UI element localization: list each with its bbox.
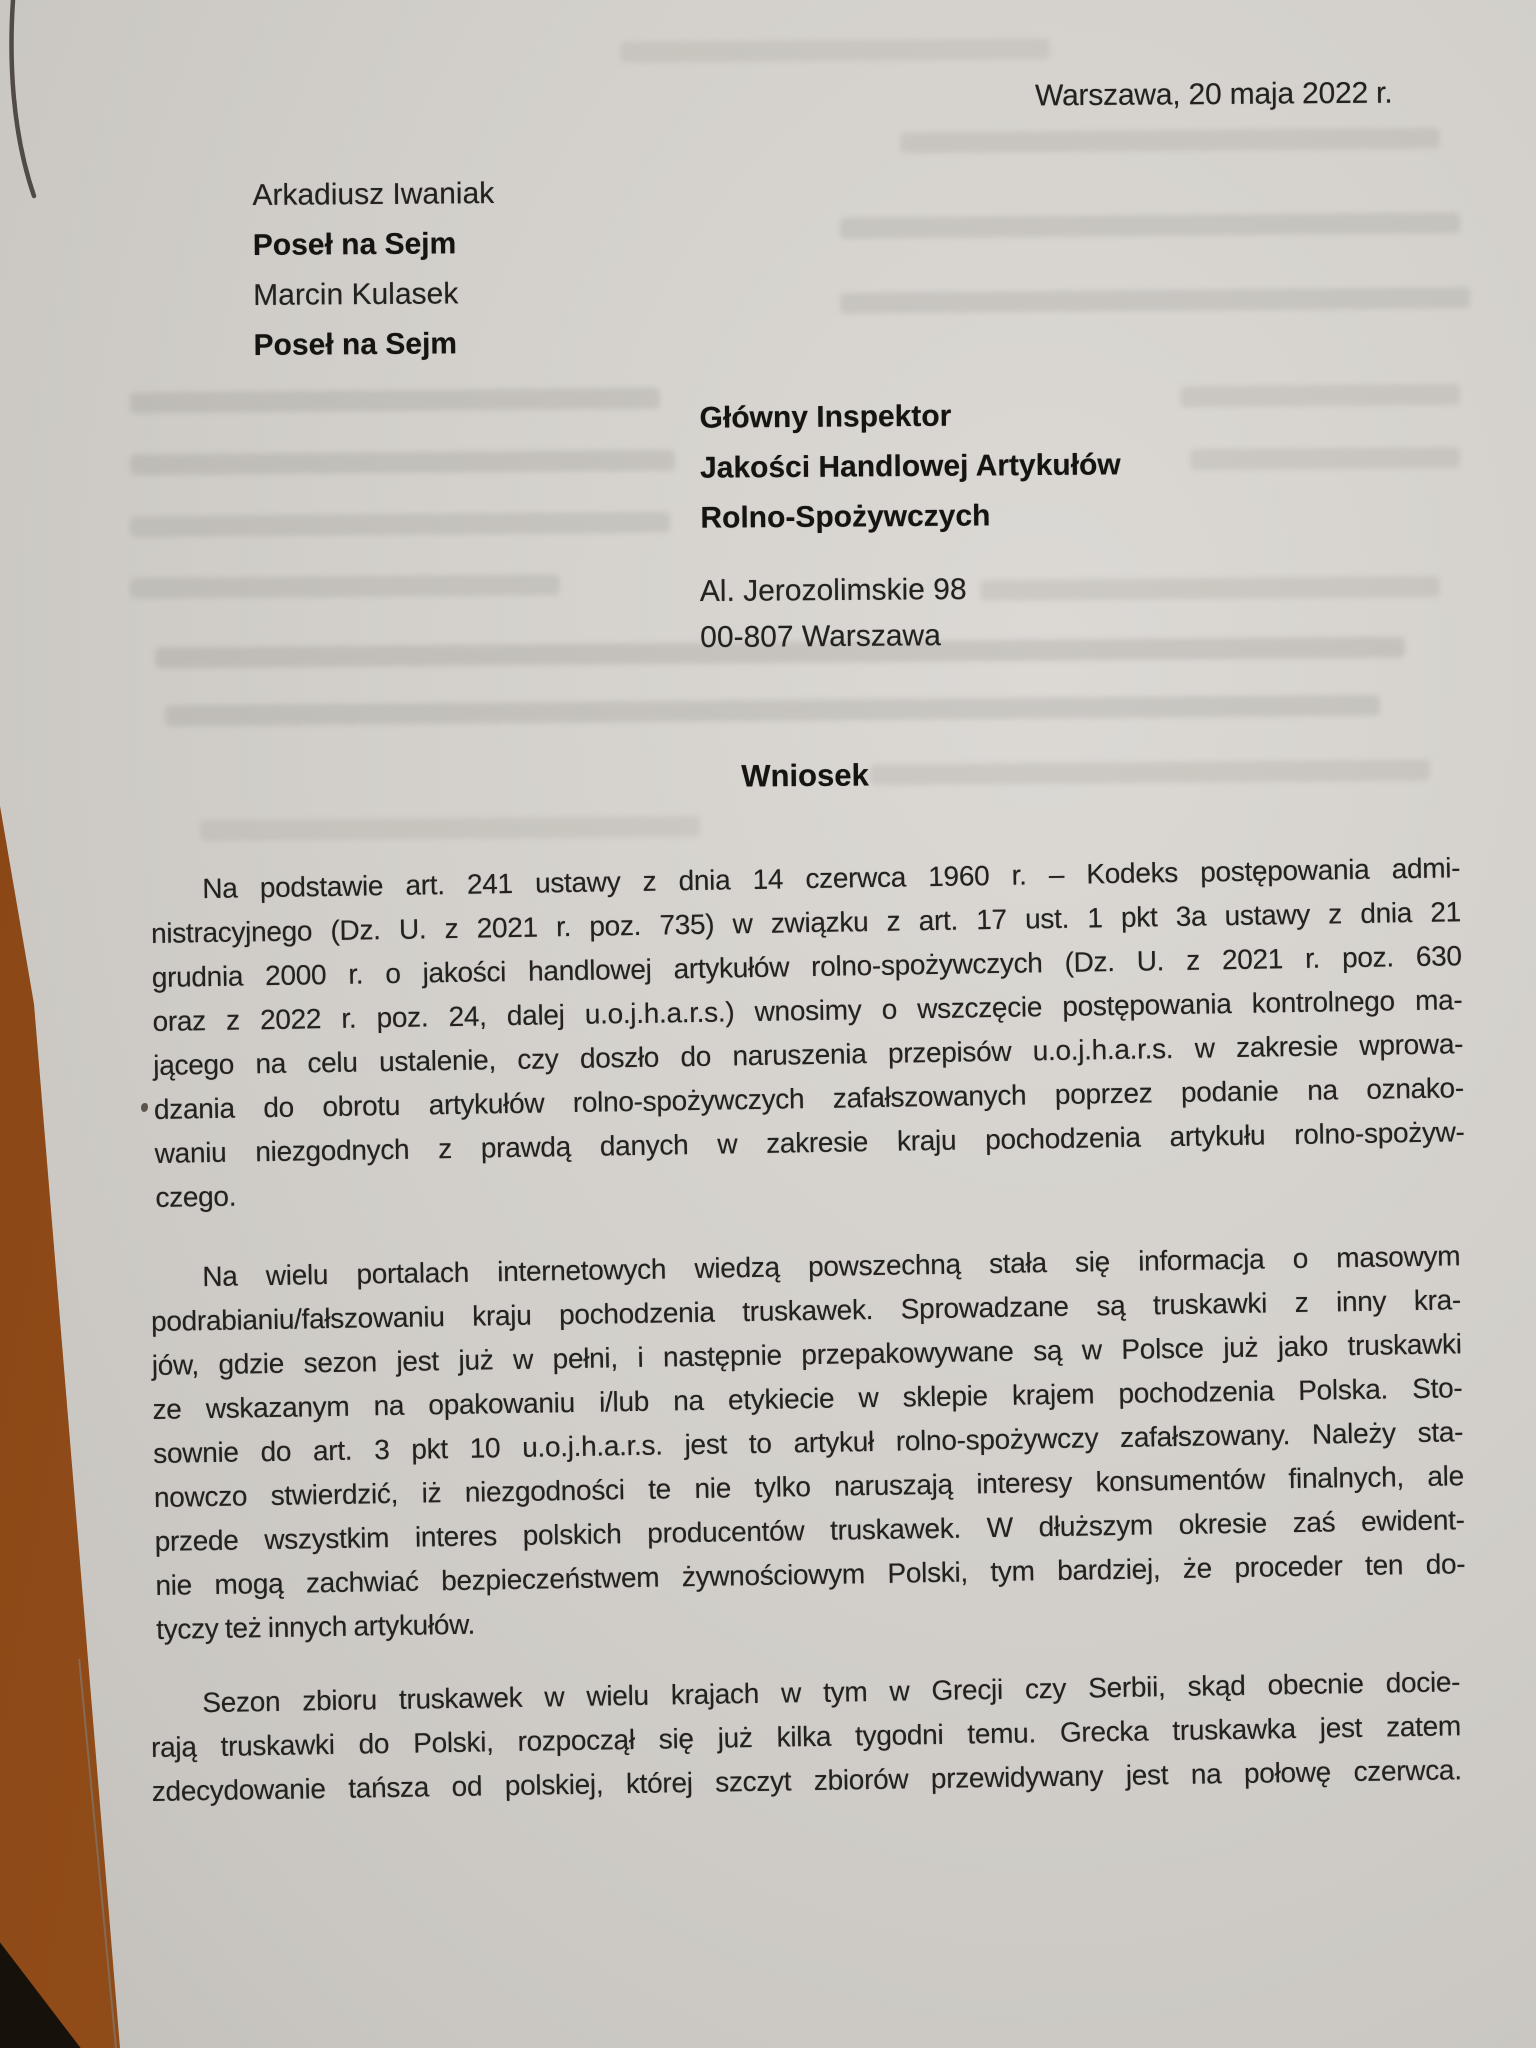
body-line: czego. (155, 1180, 237, 1213)
body-line: nie mogą zachwiać bezpieczeństwem żywnościowym Polski, tym bardziej, że proceder ten do- (155, 1548, 1466, 1601)
body-line: jów, gdzie sezon jest już w pełni, i następnie przepakowywane są w Polsce już jako truskawki (151, 1328, 1462, 1381)
recipient-line: Rolno-Spożywczych (700, 499, 991, 535)
body-line: przede wszystkim interes polskich producentów truskawek. W dłuższym okresie zaś ewident- (154, 1504, 1465, 1557)
paragraph-3 (150, 1660, 1462, 1814)
body-line: sownie do art. 3 pkt 10 u.o.j.h.a.r.s. jest to artykuł rolno-spożywczy zafałszowany. Należy sta- (153, 1416, 1464, 1469)
body-line: podrabianiu/fałszowaniu kraju pochodzenia truskawek. Sprowadzane są truskawki z inny kra- (150, 1284, 1462, 1337)
body-line: Na podstawie art. 241 ustawy z dnia 14 czerwca 1960 r. – Kodeks postępowania admi- (202, 852, 1461, 905)
letter-title: Wniosek (741, 757, 869, 794)
body-line: zdecydowanie tańsza od polskiej, której szczyt zbiorów przewidywany jest na połowę czerwca. (151, 1754, 1462, 1807)
body-line: ze wskazanym na opakowaniu i/lub na etykiecie w sklepie krajem pochodzenia Polska. Sto- (152, 1372, 1463, 1425)
recipient-address (700, 567, 967, 661)
body-line: nowczo stwierdzić, iż niezgodności te nie tylko naruszają interesy konsumentów finalnych, ale (153, 1460, 1465, 1513)
body-line: nistracyjnego (Dz. U. z 2021 r. poz. 735) w związku z art. 17 ust. 1 pkt 3a ustawy z dnia 21 (150, 896, 1462, 949)
sender-title: Poseł na Sejm (252, 227, 457, 262)
recipient-line: Główny Inspektor (699, 399, 952, 435)
staple-mark (0, 0, 60, 210)
body-line: tyczy też innych artykułów. (155, 1608, 476, 1645)
body-line: jącego na celu ustalenie, czy doszło do naruszenia przepisów u.o.j.h.a.r.s. w zakresie wprowa- (153, 1028, 1464, 1081)
senders-block (252, 169, 495, 371)
sender-name: Arkadiusz Iwaniak (252, 177, 495, 212)
sender-title: Poseł na Sejm (253, 327, 458, 362)
address-line: 00-807 Warszawa (700, 619, 941, 655)
body-line: oraz z 2022 r. poz. 24, dalej u.o.j.h.a.r.s.) wnosimy o wszczęcie postępowania kontrolnego ma- (152, 984, 1463, 1037)
paragraph-1 (150, 846, 1466, 1220)
date-line: Warszawa, 20 maja 2022 r. (1034, 76, 1393, 113)
body-line: grudnia 2000 r. o jakości handlowej artykułów rolno-spożywczych (Dz. U. z 2021 r. poz. 630 (151, 940, 1462, 993)
recipient-block (699, 390, 1121, 543)
recipient-line: Jakości Handlowej Artykułów (699, 448, 1121, 485)
paragraph-2 (150, 1234, 1466, 1652)
body-line: Na wielu portalach internetowych wiedzą powszechną stała się informacja o masowym (202, 1240, 1461, 1293)
body-line: rają truskawki do Polski, rozpoczął się już kilka tygodni temu. Grecka truskawka jest zatem (150, 1710, 1462, 1763)
body-line: Sezon zbioru truskawek w wielu krajach w tym w Grecji czy Serbii, skąd obecnie docie- (202, 1666, 1461, 1719)
address-line: Al. Jerozolimskie 98 (699, 572, 967, 609)
body-line: waniu niezgodnych z prawdą danych w zakresie kraju pochodzenia artykułu rolno-spożyw- (154, 1116, 1465, 1169)
sender-name: Marcin Kulasek (253, 277, 459, 312)
body-line: dzania do obrotu artykułów rolno-spożywczych zafałszowanych poprzez podanie na oznako- (153, 1072, 1465, 1125)
